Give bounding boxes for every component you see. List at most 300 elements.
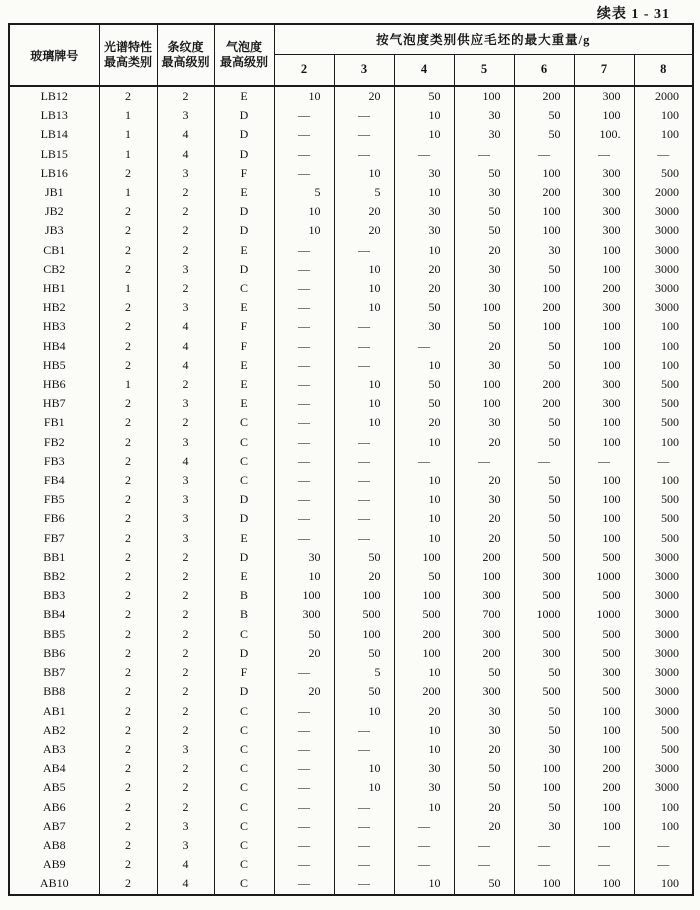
glass-grade-cell: BB5 — [9, 625, 99, 644]
spectral-class-cell: 2 — [99, 605, 157, 624]
continued-table-caption: 续表 1 - 31 — [596, 7, 670, 22]
table-row — [9, 759, 693, 778]
glass-grade-cell: AB5 — [9, 778, 99, 797]
weight-cell: 200 — [514, 183, 574, 202]
weight-cell: — — [334, 836, 394, 855]
weight-cell: 10 — [334, 279, 394, 298]
weight-cell: — — [274, 317, 334, 336]
col-header-weight-class-3: 3 — [334, 54, 394, 86]
striae-class-cell: 3 — [157, 260, 214, 279]
table-row — [9, 663, 693, 682]
table-row — [9, 298, 693, 317]
glass-grade-cell: BB3 — [9, 586, 99, 605]
glass-grade-cell: JB2 — [9, 202, 99, 221]
weight-cell: 300 — [574, 298, 634, 317]
weight-cell: 200 — [454, 548, 514, 567]
table-row — [9, 855, 693, 874]
striae-class-cell: 3 — [157, 509, 214, 528]
glass-grade-cell: HB1 — [9, 279, 99, 298]
glass-grade-cell: AB6 — [9, 798, 99, 817]
weight-cell: 10 — [394, 798, 454, 817]
weight-cell: 10 — [394, 356, 454, 375]
bubble-class-cell: C — [214, 279, 274, 298]
col-header-striae — [157, 24, 214, 86]
weight-cell: 50 — [394, 567, 454, 586]
spectral-class-cell: 1 — [99, 279, 157, 298]
weight-cell: 10 — [394, 241, 454, 260]
weight-cell: — — [394, 337, 454, 356]
weight-cell: 100 — [574, 740, 634, 759]
col-header-weight-class-2: 2 — [274, 54, 334, 86]
weight-cell: 500 — [574, 682, 634, 701]
weight-cell: 2000 — [634, 86, 693, 106]
weight-cell: — — [574, 452, 634, 471]
weight-cell: 100 — [574, 337, 634, 356]
weight-cell: 30 — [514, 740, 574, 759]
weight-cell: 3000 — [634, 644, 693, 663]
striae-class-cell: 3 — [157, 106, 214, 125]
weight-cell: 100 — [634, 337, 693, 356]
weight-cell: 200 — [394, 682, 454, 701]
weight-cell: 300 — [514, 567, 574, 586]
weight-cell: 200 — [574, 759, 634, 778]
weight-cell: 3000 — [634, 279, 693, 298]
weight-cell: — — [454, 145, 514, 164]
spectral-class-cell: 2 — [99, 721, 157, 740]
weight-cell: 30 — [394, 202, 454, 221]
weight-cell: 10 — [394, 183, 454, 202]
bubble-class-cell: D — [214, 202, 274, 221]
weight-cell: — — [454, 855, 514, 874]
weight-cell: 3000 — [634, 759, 693, 778]
striae-class-cell: 3 — [157, 490, 214, 509]
table-row — [9, 586, 693, 605]
bubble-class-cell: D — [214, 125, 274, 144]
weight-cell: 50 — [514, 337, 574, 356]
weight-cell: 3000 — [634, 221, 693, 240]
glass-grade-cell: HB2 — [9, 298, 99, 317]
weight-cell: 50 — [514, 356, 574, 375]
weight-cell: — — [634, 145, 693, 164]
weight-cell: 3000 — [634, 202, 693, 221]
striae-class-cell: 2 — [157, 375, 214, 394]
bubble-class-cell: D — [214, 260, 274, 279]
weight-cell: — — [274, 413, 334, 432]
bubble-class-cell: D — [214, 490, 274, 509]
weight-cell: 20 — [394, 279, 454, 298]
striae-class-cell: 2 — [157, 625, 214, 644]
table-header — [9, 24, 693, 86]
weight-cell: 10 — [334, 298, 394, 317]
weight-cell: — — [334, 452, 394, 471]
weight-cell: 200 — [574, 279, 634, 298]
bubble-class-cell: C — [214, 759, 274, 778]
spectral-class-cell: 2 — [99, 509, 157, 528]
spectral-class-cell: 2 — [99, 702, 157, 721]
weight-cell: 500 — [394, 605, 454, 624]
weight-cell: — — [274, 663, 334, 682]
weight-cell: — — [514, 145, 574, 164]
weight-cell: — — [514, 855, 574, 874]
glass-grade-cell: LB12 — [9, 86, 99, 106]
weight-cell: 100 — [514, 279, 574, 298]
weight-cell: — — [274, 759, 334, 778]
weight-cell: 50 — [454, 202, 514, 221]
weight-cell: — — [394, 817, 454, 836]
bubble-class-cell: C — [214, 702, 274, 721]
glass-grade-cell: HB7 — [9, 394, 99, 413]
weight-cell: — — [274, 433, 334, 452]
striae-class-cell: 2 — [157, 279, 214, 298]
weight-cell: 300 — [574, 202, 634, 221]
weight-cell: 3000 — [634, 702, 693, 721]
weight-cell: 50 — [514, 529, 574, 548]
table-row — [9, 356, 693, 375]
weight-cell: 3000 — [634, 625, 693, 644]
weight-cell: 200 — [514, 86, 574, 106]
striae-class-cell: 2 — [157, 721, 214, 740]
striae-class-cell: 3 — [157, 164, 214, 183]
spectral-class-cell: 2 — [99, 548, 157, 567]
weight-cell: 10 — [334, 260, 394, 279]
spectral-class-cell: 2 — [99, 241, 157, 260]
weight-cell: 20 — [454, 433, 514, 452]
weight-cell: 300 — [454, 625, 514, 644]
striae-class-cell: 2 — [157, 202, 214, 221]
weight-cell: — — [394, 452, 454, 471]
bubble-class-cell: B — [214, 605, 274, 624]
weight-cell: — — [274, 298, 334, 317]
weight-cell: 20 — [454, 509, 514, 528]
weight-cell: 30 — [454, 279, 514, 298]
weight-cell: 100 — [454, 394, 514, 413]
spectral-class-cell: 2 — [99, 625, 157, 644]
weight-cell: — — [394, 836, 454, 855]
weight-cell: 100 — [574, 106, 634, 125]
striae-class-cell: 4 — [157, 317, 214, 336]
table-row — [9, 874, 693, 894]
weight-cell: — — [334, 874, 394, 894]
weight-cell: 200 — [574, 778, 634, 797]
weight-cell: — — [454, 836, 514, 855]
spectral-class-cell: 2 — [99, 317, 157, 336]
weight-cell: — — [274, 106, 334, 125]
glass-grade-cell: FB6 — [9, 509, 99, 528]
weight-cell: 200 — [514, 298, 574, 317]
striae-class-cell: 2 — [157, 567, 214, 586]
weight-cell: 30 — [454, 721, 514, 740]
spectral-class-cell: 2 — [99, 874, 157, 894]
weight-cell: 500 — [574, 586, 634, 605]
weight-cell: 50 — [454, 663, 514, 682]
weight-cell: 100 — [514, 221, 574, 240]
weight-cell: 50 — [514, 471, 574, 490]
glass-grade-cell: AB4 — [9, 759, 99, 778]
weight-cell: 100 — [574, 798, 634, 817]
table-row — [9, 375, 693, 394]
striae-class-cell: 3 — [157, 836, 214, 855]
spectral-class-cell: 2 — [99, 567, 157, 586]
striae-class-cell: 2 — [157, 798, 214, 817]
weight-cell: 100 — [334, 586, 394, 605]
table-row — [9, 413, 693, 432]
striae-class-cell: 4 — [157, 452, 214, 471]
table-row — [9, 221, 693, 240]
weight-cell: 10 — [334, 413, 394, 432]
table-row — [9, 490, 693, 509]
weight-cell: — — [514, 452, 574, 471]
table-row — [9, 817, 693, 836]
weight-cell: — — [274, 490, 334, 509]
weight-cell: 20 — [394, 702, 454, 721]
weight-cell: — — [274, 375, 334, 394]
spectral-class-cell: 2 — [99, 471, 157, 490]
weight-cell: 50 — [454, 164, 514, 183]
glass-grade-cell: JB3 — [9, 221, 99, 240]
weight-cell: 100 — [574, 317, 634, 336]
table-row — [9, 471, 693, 490]
bubble-class-cell: D — [214, 509, 274, 528]
weight-cell: 500 — [634, 721, 693, 740]
weight-cell: — — [334, 145, 394, 164]
striae-class-cell: 2 — [157, 682, 214, 701]
weight-cell: 20 — [334, 221, 394, 240]
spectral-class-cell: 2 — [99, 855, 157, 874]
weight-cell: 50 — [394, 375, 454, 394]
weight-cell: 100 — [574, 241, 634, 260]
weight-cell: 100 — [514, 202, 574, 221]
weight-cell: — — [274, 337, 334, 356]
table-row — [9, 644, 693, 663]
weight-cell: 100 — [574, 817, 634, 836]
striae-class-cell: 3 — [157, 529, 214, 548]
weight-cell: 3000 — [634, 298, 693, 317]
table-row — [9, 125, 693, 144]
bubble-class-cell: E — [214, 375, 274, 394]
weight-cell: 300 — [574, 663, 634, 682]
weight-cell: — — [274, 356, 334, 375]
weight-cell: 300 — [574, 375, 634, 394]
weight-cell: — — [334, 490, 394, 509]
table-row — [9, 260, 693, 279]
weight-cell: — — [274, 125, 334, 144]
table-row — [9, 836, 693, 855]
striae-class-cell: 3 — [157, 433, 214, 452]
glass-grade-cell: BB6 — [9, 644, 99, 663]
weight-cell: 50 — [334, 644, 394, 663]
weight-cell: 200 — [514, 375, 574, 394]
glass-grade-cell: AB9 — [9, 855, 99, 874]
weight-cell: 100 — [634, 471, 693, 490]
weight-cell: 10 — [394, 509, 454, 528]
glass-grade-cell: BB1 — [9, 548, 99, 567]
weight-cell: — — [514, 836, 574, 855]
weight-cell: — — [274, 721, 334, 740]
table-row — [9, 682, 693, 701]
glass-grade-cell: BB4 — [9, 605, 99, 624]
weight-cell: 200 — [454, 644, 514, 663]
spectral-class-cell: 2 — [99, 221, 157, 240]
weight-cell: 100 — [634, 798, 693, 817]
weight-cell: 500 — [514, 682, 574, 701]
bubble-class-cell: F — [214, 164, 274, 183]
weight-cell: 10 — [394, 663, 454, 682]
weight-cell: 500 — [634, 413, 693, 432]
weight-cell: 100 — [454, 567, 514, 586]
weight-cell: 100 — [574, 433, 634, 452]
weight-cell: 10 — [394, 125, 454, 144]
striae-class-cell: 3 — [157, 298, 214, 317]
col-header-weight-class-6: 6 — [514, 54, 574, 86]
weight-cell: 50 — [514, 106, 574, 125]
weight-cell: 20 — [454, 529, 514, 548]
table-row — [9, 778, 693, 797]
weight-cell: 100 — [514, 317, 574, 336]
bubble-class-cell: D — [214, 221, 274, 240]
striae-class-cell: 4 — [157, 874, 214, 894]
weight-cell: 20 — [454, 740, 514, 759]
table-row — [9, 721, 693, 740]
table-row — [9, 548, 693, 567]
weight-cell: — — [274, 874, 334, 894]
weight-cell: 30 — [394, 317, 454, 336]
weight-cell: 5 — [334, 663, 394, 682]
table-row — [9, 145, 693, 164]
glass-grade-cell: CB1 — [9, 241, 99, 260]
spectral-class-cell: 2 — [99, 86, 157, 106]
weight-cell: 100 — [514, 778, 574, 797]
glass-grade-cell: LB15 — [9, 145, 99, 164]
weight-cell: 500 — [634, 740, 693, 759]
bubble-class-cell: D — [214, 548, 274, 567]
weight-cell: 20 — [454, 471, 514, 490]
glass-grade-cell: AB1 — [9, 702, 99, 721]
weight-cell: — — [274, 145, 334, 164]
weight-cell: 5 — [274, 183, 334, 202]
weight-cell: 50 — [514, 490, 574, 509]
bubble-class-cell: E — [214, 183, 274, 202]
bubble-class-cell: E — [214, 567, 274, 586]
weight-cell: 10 — [394, 874, 454, 894]
spectral-class-cell: 1 — [99, 106, 157, 125]
bubble-class-cell: F — [214, 663, 274, 682]
weight-cell: — — [274, 471, 334, 490]
weight-cell: 300 — [574, 221, 634, 240]
striae-class-cell: 2 — [157, 605, 214, 624]
striae-class-cell: 2 — [157, 759, 214, 778]
table-row — [9, 452, 693, 471]
spectral-class-cell: 2 — [99, 433, 157, 452]
spectral-class-cell: 2 — [99, 663, 157, 682]
striae-class-cell: 3 — [157, 394, 214, 413]
spectral-class-cell: 2 — [99, 164, 157, 183]
weight-cell: 3000 — [634, 586, 693, 605]
table-row — [9, 202, 693, 221]
weight-cell: 3000 — [634, 778, 693, 797]
weight-cell: — — [274, 855, 334, 874]
glass-grade-cell: CB2 — [9, 260, 99, 279]
weight-cell: 3000 — [634, 241, 693, 260]
weight-cell: 30 — [514, 817, 574, 836]
table-row — [9, 241, 693, 260]
weight-cell: — — [574, 855, 634, 874]
bubble-class-cell: E — [214, 298, 274, 317]
striae-class-cell: 3 — [157, 817, 214, 836]
table-body — [9, 86, 693, 895]
bubble-class-cell: C — [214, 836, 274, 855]
glass-grade-cell: HB5 — [9, 356, 99, 375]
weight-cell: 100 — [634, 125, 693, 144]
table-row — [9, 394, 693, 413]
weight-cell: — — [634, 855, 693, 874]
striae-class-cell: 2 — [157, 586, 214, 605]
weight-cell: 500 — [334, 605, 394, 624]
spectral-class-cell: 2 — [99, 490, 157, 509]
table-row — [9, 509, 693, 528]
weight-cell: 10 — [274, 221, 334, 240]
weight-cell: 30 — [394, 164, 454, 183]
weight-cell: — — [274, 394, 334, 413]
weight-cell: 10 — [394, 740, 454, 759]
weight-cell: — — [334, 241, 394, 260]
weight-cell: 500 — [634, 394, 693, 413]
weight-cell: 300 — [574, 86, 634, 106]
weight-cell: 50 — [394, 86, 454, 106]
weight-cell: 20 — [454, 817, 514, 836]
weight-cell: 20 — [454, 241, 514, 260]
weight-cell: 500 — [574, 644, 634, 663]
bubble-class-cell: C — [214, 471, 274, 490]
spectral-class-cell: 1 — [99, 125, 157, 144]
weight-cell: 50 — [454, 874, 514, 894]
striae-class-cell: 2 — [157, 702, 214, 721]
weight-cell: — — [334, 433, 394, 452]
weight-cell: — — [334, 798, 394, 817]
weight-cell: 100 — [574, 509, 634, 528]
weight-cell: — — [574, 836, 634, 855]
weight-cell: 100 — [394, 644, 454, 663]
weight-cell: 10 — [334, 164, 394, 183]
weight-cell: 100 — [574, 260, 634, 279]
table-row — [9, 279, 693, 298]
striae-class-cell: 2 — [157, 548, 214, 567]
bubble-class-cell: C — [214, 433, 274, 452]
col-header-striae-line1: 条纹度 — [167, 40, 204, 54]
table-row — [9, 106, 693, 125]
spectral-class-cell: 2 — [99, 740, 157, 759]
weight-cell: 200 — [514, 394, 574, 413]
table-row — [9, 625, 693, 644]
weight-cell: 100. — [574, 125, 634, 144]
weight-cell: — — [334, 337, 394, 356]
col-header-weight-class-7: 7 — [574, 54, 634, 86]
weight-cell: 50 — [334, 548, 394, 567]
bubble-class-cell: C — [214, 452, 274, 471]
weight-cell: 100 — [574, 702, 634, 721]
glass-grade-cell: FB4 — [9, 471, 99, 490]
table-row — [9, 605, 693, 624]
weight-cell: 20 — [454, 337, 514, 356]
weight-cell: 30 — [454, 702, 514, 721]
weight-cell: — — [274, 798, 334, 817]
weight-cell: 50 — [514, 125, 574, 144]
spectral-class-cell: 1 — [99, 145, 157, 164]
glass-grade-cell: HB3 — [9, 317, 99, 336]
col-header-bubble-line2: 最高级别 — [219, 55, 268, 69]
weight-cell: 20 — [334, 567, 394, 586]
bubble-class-cell: C — [214, 740, 274, 759]
spectral-class-cell: 2 — [99, 682, 157, 701]
